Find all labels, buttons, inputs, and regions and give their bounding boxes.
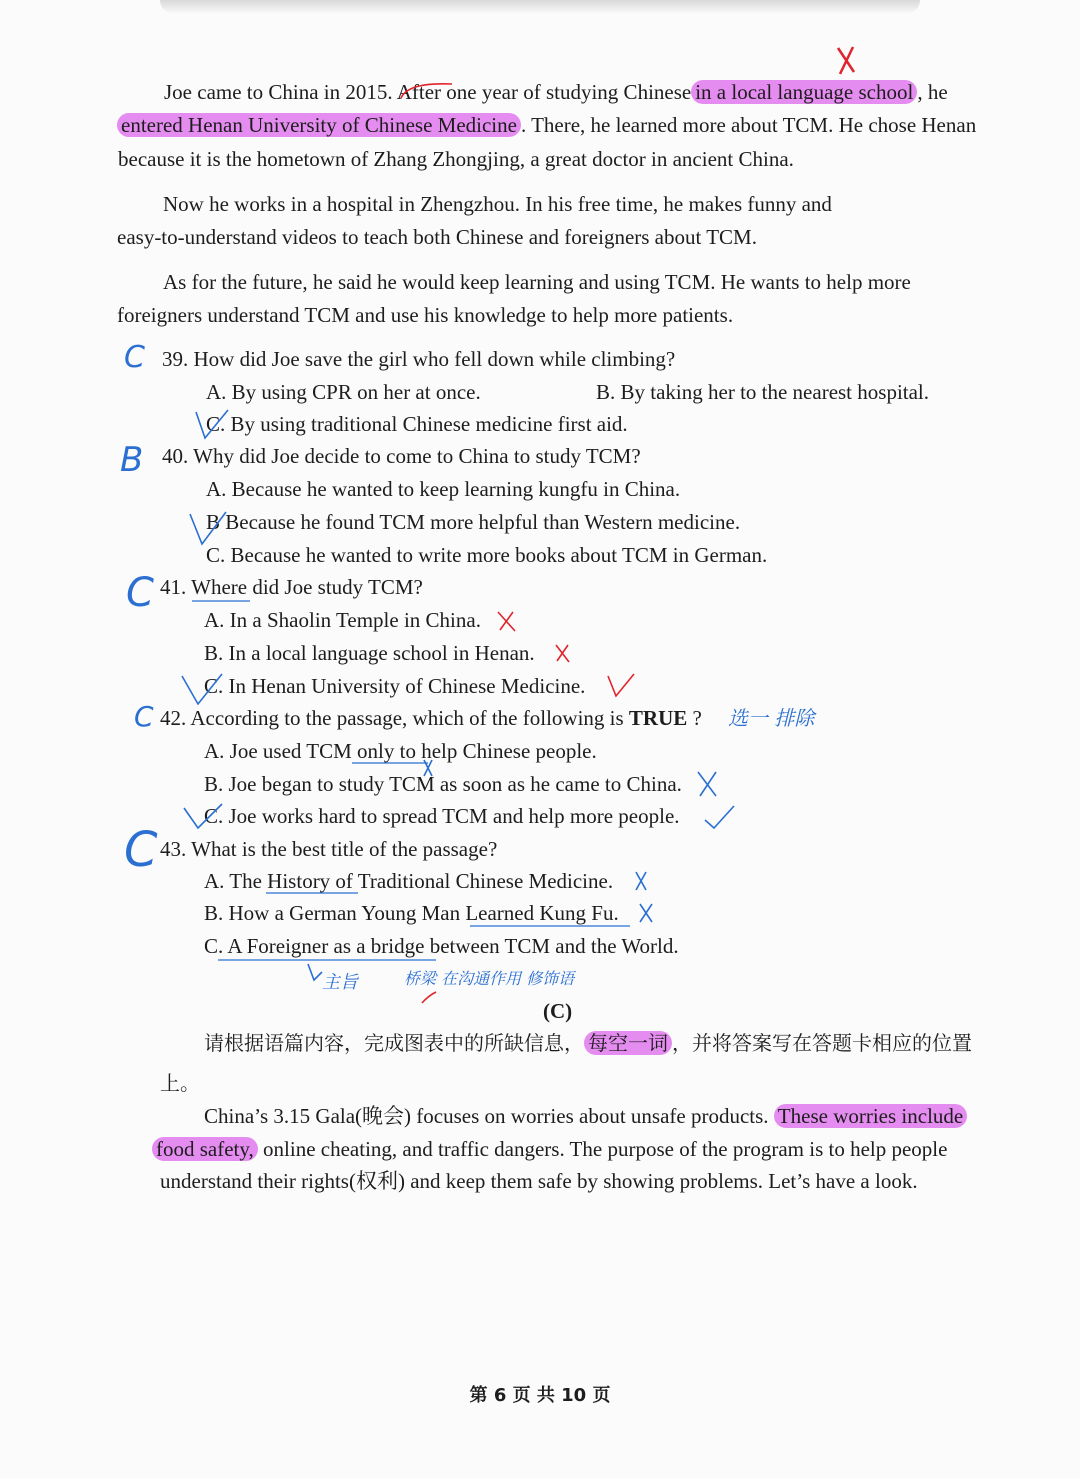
option-a: A. Joe used TCM only to help Chinese people. bbox=[204, 739, 597, 763]
handwritten-answer: B bbox=[120, 440, 144, 480]
passage-line bbox=[117, 111, 976, 139]
passage-line: understand their rights(权利) and keep them safe by showing problems. Let’s have a look. bbox=[160, 1169, 918, 1193]
red-stroke bbox=[422, 992, 436, 1003]
text: 42. According to the passage, which of the following is bbox=[160, 706, 624, 730]
highlight: These worries include bbox=[774, 1104, 967, 1128]
option-a: A. In a Shaolin Temple in China. bbox=[204, 608, 481, 632]
question-stem: 43. What is the best title of the passage? bbox=[160, 837, 498, 861]
option-c: C. A Foreigner as a bridge between TCM and the World. bbox=[204, 934, 679, 958]
option-c: C. By using traditional Chinese medicine first aid. bbox=[206, 412, 628, 436]
passage-line: foreigners understand TCM and use his knowledge to help more patients. bbox=[117, 303, 734, 327]
page-number: 第 6 页 共 10 页 bbox=[469, 1385, 611, 1406]
handwritten-note: 桥梁 在沟通作用 修饰语 bbox=[404, 969, 575, 988]
text: ? bbox=[692, 706, 702, 730]
handwritten-note: 选一 排除 bbox=[728, 706, 815, 730]
blue-tick-mark bbox=[705, 806, 734, 828]
passage-line: easy-to-understand videos to teach both Chinese and foreigners about TCM. bbox=[117, 225, 757, 249]
red-cross-mark bbox=[498, 612, 515, 631]
red-cross-mark bbox=[556, 645, 569, 662]
passage-line: As for the future, he said he would keep learning and using TCM. He wants to help more bbox=[163, 270, 911, 294]
blue-cross-mark bbox=[698, 772, 716, 796]
section-heading: (C) bbox=[543, 999, 573, 1023]
passage-line: Now he works in a hospital in Zhengzhou. In his free time, he makes funny and bbox=[163, 192, 832, 216]
option-a: A. Because he wanted to keep learning kungfu in China. bbox=[206, 477, 681, 501]
option-a: A. By using CPR on her at once. bbox=[206, 380, 481, 404]
red-cross-mark bbox=[838, 47, 854, 74]
highlight: in a local language school bbox=[691, 80, 917, 104]
text: . There, he learned more about TCM. He chose Henan bbox=[520, 113, 977, 137]
handwritten-answer: C bbox=[124, 340, 145, 375]
handwritten-answer: C bbox=[126, 570, 154, 616]
question-stem: 40. Why did Joe decide to come to China to study TCM? bbox=[162, 444, 641, 468]
passage-line bbox=[204, 1102, 967, 1130]
top-shadow bbox=[160, 0, 920, 14]
blue-cross-mark bbox=[636, 872, 646, 890]
text: 请根据语篇内容，完成图表中的所缺信息， bbox=[204, 1031, 584, 1055]
handwritten-answer: C bbox=[124, 822, 158, 878]
option-b: B. By taking her to the nearest hospital. bbox=[596, 380, 930, 404]
instruction-line: 上。 bbox=[160, 1071, 200, 1095]
option-c: C. Joe works hard to spread TCM and help more people. bbox=[204, 804, 680, 828]
question-stem: 41. Where did Joe study TCM? bbox=[160, 575, 423, 599]
text-bold: TRUE bbox=[628, 706, 688, 730]
highlight: entered Henan University of Chinese Medicine bbox=[117, 113, 521, 137]
passage-line bbox=[152, 1135, 947, 1163]
option-b: B Because he found TCM more helpful than Western medicine. bbox=[206, 510, 741, 534]
option-a: A. The History of Traditional Chinese Medicine. bbox=[204, 869, 614, 893]
option-b: B. Joe began to study TCM as soon as he came to China. bbox=[204, 772, 682, 796]
question-stem: 39. How did Joe save the girl who fell down while climbing? bbox=[162, 347, 676, 371]
option-c: C. In Henan University of Chinese Medicine. bbox=[204, 674, 586, 698]
handwritten-answer: C bbox=[134, 700, 154, 733]
red-tick-mark bbox=[608, 674, 634, 696]
option-b: B. In a local language school in Henan. bbox=[204, 641, 535, 665]
highlight: food safety, bbox=[152, 1137, 258, 1161]
text: , he bbox=[917, 80, 948, 104]
highlight: 每空一词 bbox=[584, 1031, 672, 1055]
handwritten-note: 主旨 bbox=[322, 972, 358, 993]
question-stem bbox=[160, 704, 702, 732]
instruction-line bbox=[204, 1029, 972, 1057]
option-b: B. How a German Young Man Learned Kung Fu. bbox=[204, 901, 619, 925]
text: ，并将答案写在答题卡相应的位置 bbox=[672, 1031, 972, 1055]
text: online cheating, and traffic dangers. The purpose of the program is to help people bbox=[257, 1137, 948, 1161]
text: China’s 3.15 Gala(晚会) focuses on worries about unsafe products. bbox=[204, 1104, 769, 1128]
passage-line: because it is the hometown of Zhang Zhongjing, a great doctor in ancient China. bbox=[118, 147, 794, 171]
text: Joe came to China in 2015. After one year of studying Chinese bbox=[164, 80, 692, 104]
option-c: C. Because he wanted to write more books about TCM in German. bbox=[206, 543, 768, 567]
blue-arrow-mark bbox=[308, 964, 322, 980]
passage-line bbox=[164, 78, 948, 106]
blue-cross-mark bbox=[640, 904, 652, 922]
